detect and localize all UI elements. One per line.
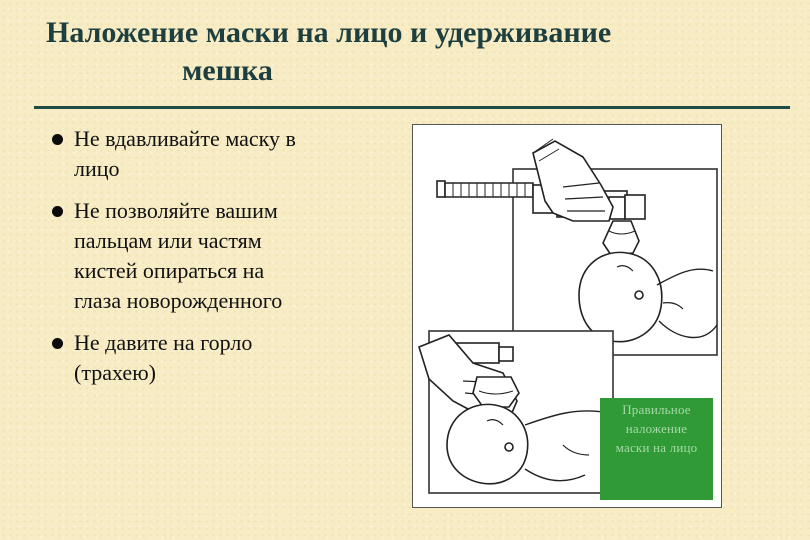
bullet-item-2 (48, 196, 388, 316)
bullet-item-2-line-2: пальцам или частям (74, 228, 262, 253)
bullet-item-2-line-4: глаза новорожденного (74, 288, 283, 313)
caption-line-2: наложение (625, 421, 688, 436)
slide-title (46, 14, 746, 90)
illustration-top-panel (437, 139, 717, 355)
bullet-item-2-line-1: Не позволяйте вашим (74, 198, 278, 223)
bullet-item-3 (48, 328, 388, 388)
bullet-dot-icon (52, 134, 63, 145)
illustration-bottom-panel (419, 331, 613, 493)
bullet-dot-icon (52, 338, 63, 349)
bullet-item-1-line-2: лицо (74, 156, 120, 181)
bullet-item-1-line-1: Не вдавливайте маску в (74, 126, 296, 151)
caption-box (600, 398, 713, 500)
bullet-item-3-line-2: (трахею) (74, 360, 156, 385)
bullet-list (48, 124, 388, 400)
caption-line-1: Правильное (622, 402, 691, 417)
slide-title-line-1: Наложение маски на лицо и удерживание (46, 16, 612, 49)
caption-line-3: маски на лицо (615, 440, 698, 455)
bullet-item-3-line-1: Не давите на горло (74, 330, 253, 355)
caption-text (600, 400, 713, 457)
bullet-dot-icon (52, 206, 63, 217)
slide-title-line-2: мешка (182, 54, 273, 87)
title-underline (34, 106, 790, 109)
bullet-item-2-line-3: кистей опираться на (74, 258, 265, 283)
bullet-item-1 (48, 124, 388, 184)
